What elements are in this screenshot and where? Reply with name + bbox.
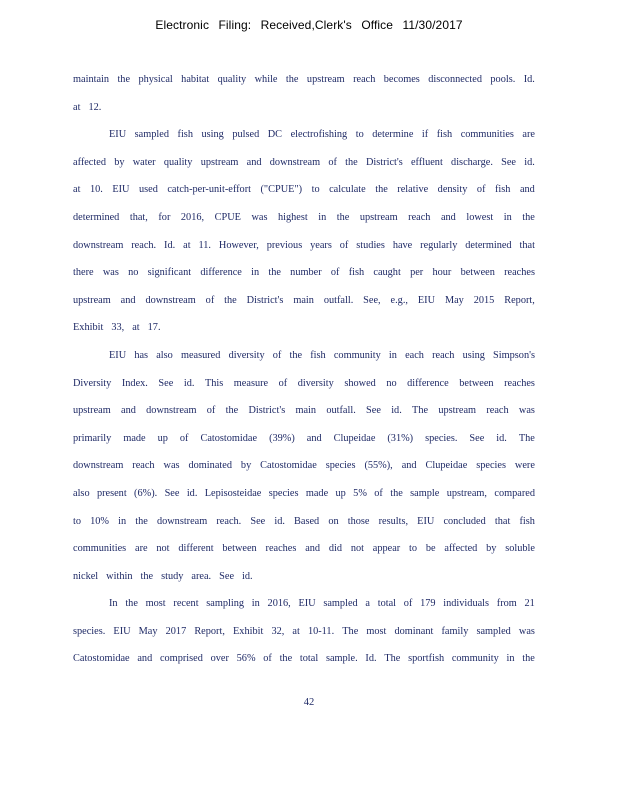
body-line: upstream and downstream of the District's main outfall. See, e.g., EIU May 2015 Report, bbox=[73, 294, 535, 306]
body-line: upstream and downstream of the District's main outfall. See id. The upstream reach was bbox=[73, 405, 535, 417]
filing-header: Electronic Filing: Received,Clerk's Office 11/30/2017 bbox=[155, 18, 463, 32]
body-line: Exhibit 33, at 17. bbox=[73, 322, 161, 334]
body-line: determined that, for 2016, CPUE was highest in the upstream reach and lowest in the bbox=[73, 211, 535, 223]
body-line: also present (6%). See id. Lepisosteidae species made up 5% of the sample upstream, compared bbox=[73, 487, 535, 499]
body-line: maintain the physical habitat quality while the upstream reach becomes disconnected pools. Id. bbox=[73, 74, 535, 85]
body-line: there was no significant difference in the number of fish caught per hour between reaches bbox=[73, 267, 535, 279]
body-line: primarily made up of Catostomidae (39%) and Clupeidae (31%) species. See id. The bbox=[73, 432, 535, 444]
body-line: to 10% in the downstream reach. See id. Based on those results, EIU concluded that fish bbox=[73, 515, 535, 527]
body-line: species. EIU May 2017 Report, Exhibit 32, at 10-11. The most dominant family sampled was bbox=[73, 625, 535, 637]
body-line: nickel within the study area. See id. bbox=[73, 570, 253, 582]
body-line: at 12. bbox=[73, 101, 102, 113]
body-line: Catostomidae and comprised over 56% of the total sample. Id. The sportfish community in the bbox=[73, 653, 535, 665]
body-line: downstream reach. Id. at 11. However, previous years of studies have regularly determined that bbox=[73, 239, 535, 251]
body-line: downstream reach was dominated by Catostomidae species (55%), and Clupeidae species were bbox=[73, 460, 535, 472]
body-line: Diversity Index. See id. This measure of diversity showed no difference between reaches bbox=[73, 377, 535, 389]
page-number: 42 bbox=[303, 697, 315, 708]
body-line: EIU has also measured diversity of the fish community in each reach using Simpson's bbox=[109, 349, 535, 361]
body-line: EIU sampled fish using pulsed DC electrofishing to determine if fish communities are bbox=[109, 129, 535, 141]
body-line: at 10. EIU used catch-per-unit-effort ("CPUE") to calculate the relative density of fish and bbox=[73, 184, 535, 196]
body-line: In the most recent sampling in 2016, EIU sampled a total of 179 individuals from 21 bbox=[109, 598, 535, 610]
body-line: communities are not different between reaches and did not appear to be affected by soluble bbox=[73, 543, 535, 555]
body-line: affected by water quality upstream and downstream of the District's effluent discharge. See id. bbox=[73, 156, 535, 168]
document-body bbox=[73, 70, 535, 677]
